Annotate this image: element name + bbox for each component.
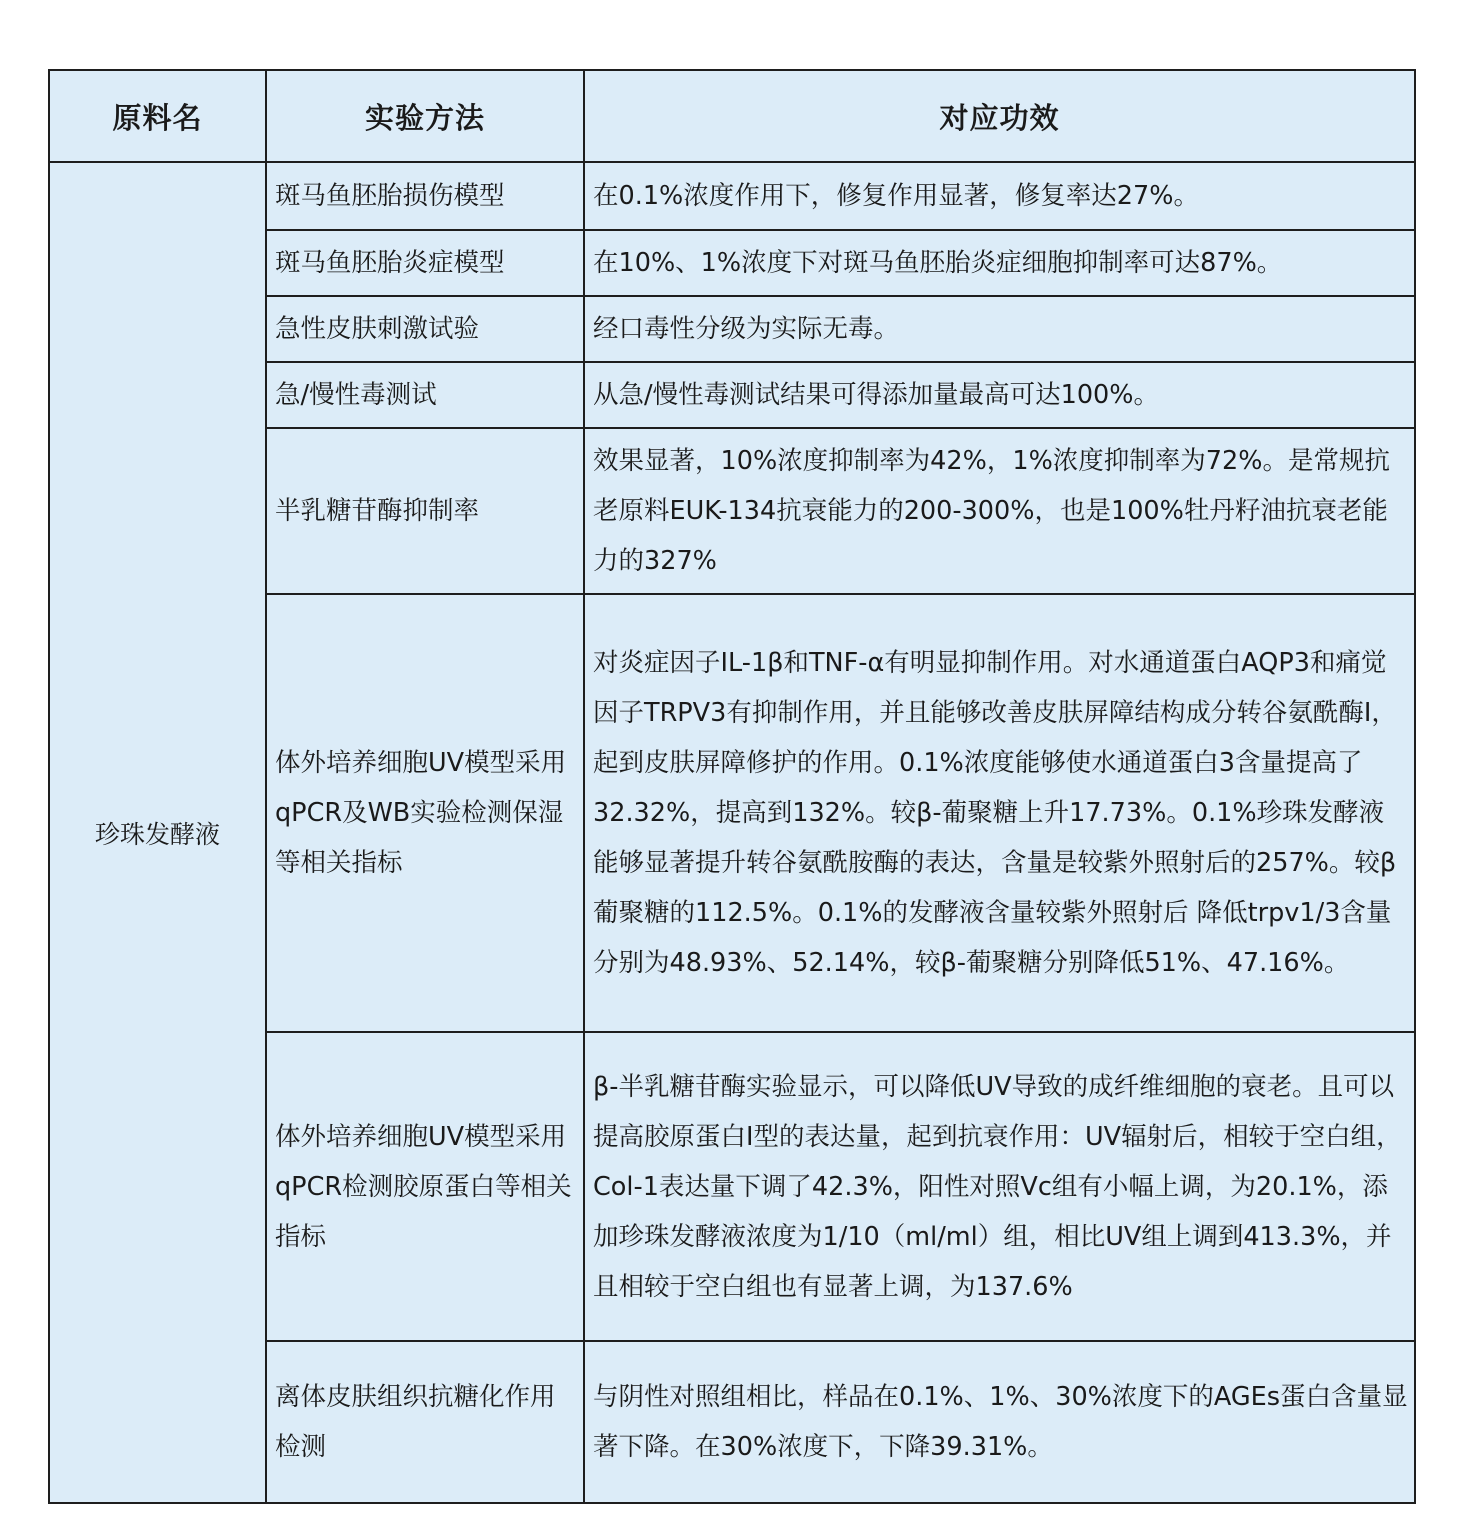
effect-cell: β-半乳糖苷酶实验显示，可以降低UV导致的成纤维细胞的衰老。且可以提高胶原蛋白I型的表达量，起到抗衰作用：UV辐射后，相较于空白组，Col-1表达量下调了42.3%，阳性对照Vc组有小幅上调，为20.1%，添加珍珠发酵液浓度为1/10（ml/ml）组，相比UV组上调到413.3%，并且相较于空白组也有显著上调，为137.6% bbox=[584, 1032, 1415, 1341]
method-cell: 急/慢性毒测试 bbox=[266, 362, 584, 428]
table-row bbox=[49, 162, 1415, 230]
effect-cell: 效果显著，10%浓度抑制率为42%，1%浓度抑制率为72%。是常规抗老原料EUK-134抗衰能力的200-300%，也是100%牡丹籽油抗衰老能力的327% bbox=[584, 428, 1415, 594]
method-cell: 半乳糖苷酶抑制率 bbox=[266, 428, 584, 594]
efficacy-table bbox=[48, 69, 1416, 1504]
header-row bbox=[49, 70, 1415, 162]
method-cell: 急性皮肤刺激试验 bbox=[266, 296, 584, 362]
header-material: 原料名 bbox=[49, 70, 266, 162]
material-name-cell: 珍珠发酵液 bbox=[49, 162, 266, 1503]
header-effect: 对应功效 bbox=[584, 70, 1415, 162]
effect-cell: 对炎症因子IL-1β和TNF-α有明显抑制作用。对水通道蛋白AQP3和痛觉因子TRPV3有抑制作用，并且能够改善皮肤屏障结构成分转谷氨酰酶I，起到皮肤屏障修护的作用。0.1%浓度能够使水通道蛋白3含量提高了32.32%，提高到132%。较β-葡聚糖上升17.73%。0.1%珍珠发酵液能够显著提升转谷氨酰胺酶的表达，含量是较紫外照射后的257%。较β葡聚糖的112.5%。0.1%的发酵液含量较紫外照射后 降低trpv1/3含量分别为48.93%、52.14%，较β-葡聚糖分别降低51%、47.16%。 bbox=[584, 594, 1415, 1032]
method-cell: 斑马鱼胚胎损伤模型 bbox=[266, 162, 584, 230]
effect-cell: 在0.1%浓度作用下，修复作用显著，修复率达27%。 bbox=[584, 162, 1415, 230]
effect-cell: 从急/慢性毒测试结果可得添加量最高可达100%。 bbox=[584, 362, 1415, 428]
method-cell: 体外培养细胞UV模型采用qPCR检测胶原蛋白等相关指标 bbox=[266, 1032, 584, 1341]
effect-cell: 在10%、1%浓度下对斑马鱼胚胎炎症细胞抑制率可达87%。 bbox=[584, 230, 1415, 296]
method-cell: 离体皮肤组织抗糖化作用检测 bbox=[266, 1341, 584, 1503]
method-cell: 斑马鱼胚胎炎症模型 bbox=[266, 230, 584, 296]
effect-cell: 与阴性对照组相比，样品在0.1%、1%、30%浓度下的AGEs蛋白含量显著下降。在30%浓度下，下降39.31%。 bbox=[584, 1341, 1415, 1503]
method-cell: 体外培养细胞UV模型采用qPCR及WB实验检测保湿等相关指标 bbox=[266, 594, 584, 1032]
effect-cell: 经口毒性分级为实际无毒。 bbox=[584, 296, 1415, 362]
header-method: 实验方法 bbox=[266, 70, 584, 162]
